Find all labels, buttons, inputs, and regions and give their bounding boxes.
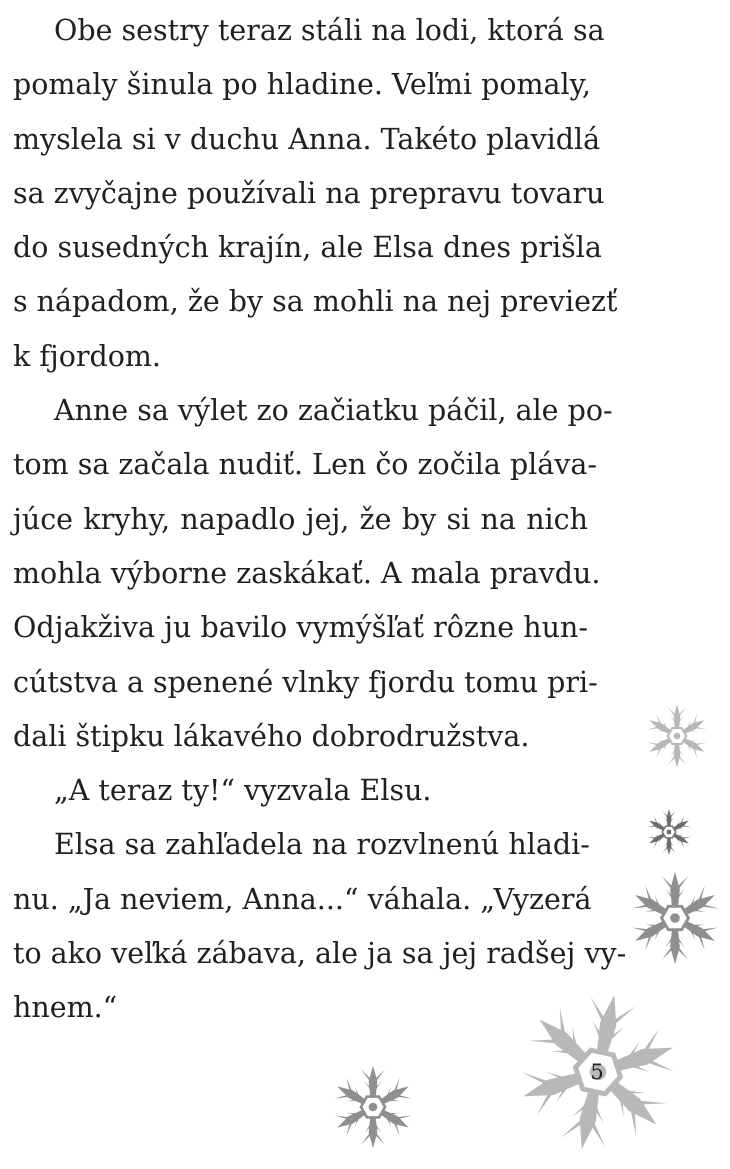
snowflake-icon — [644, 703, 710, 769]
text-line: hnem.“ — [13, 991, 118, 1025]
text-line: to ako veľká zábava, ale ja sa jej radšej vy- — [13, 937, 627, 971]
text-line: Elsa sa zahľadela na rozvlnenú hladi- — [54, 828, 590, 862]
text-line: júce kryhy, napadlo jej, že by si na nich — [13, 502, 588, 536]
text-line: dali štipku lákavého dobrodružstva. — [13, 719, 530, 753]
text-line: Obe sestry teraz stáli na lodi, ktorá sa — [54, 14, 605, 47]
text-line: Anne sa výlet zo začiatku páčil, ale po- — [54, 394, 613, 428]
page-number: 5 — [590, 1060, 604, 1084]
snowflake-icon — [645, 808, 693, 856]
text-line: „A teraz ty!“ vyzvala Elsu. — [54, 774, 432, 808]
text-line: myslela si v duchu Anna. Takéto plavidlá — [13, 122, 601, 156]
text-line: Odjakživa ju bavilo vymýšľať rôzne hun- — [13, 611, 588, 645]
text-line: pomaly šinula po hladine. Veľmi pomaly, — [13, 68, 591, 102]
text-line: nu. „Ja neviem, Anna...“ váhala. „Vyzerá — [13, 882, 592, 916]
text-line: do susedných krajín, ale Elsa dnes prišla — [13, 231, 602, 265]
snowflake-icon — [627, 870, 723, 966]
text-line: sa zvyčajne používali na prepravu tovaru — [13, 176, 605, 210]
text-line: k fjordom. — [13, 339, 161, 373]
body-text — [13, 4, 627, 1036]
text-line: s nápadom, že by sa mohli na nej previezť — [13, 285, 618, 319]
text-line: mohla výborne zaskákať. A mala pravdu. — [13, 556, 601, 590]
snowflake-icon — [330, 1064, 416, 1150]
text-line: tom sa začala nudiť. Len čo zočila pláva- — [13, 448, 598, 482]
text-line: cútstva a spenené vlnky fjordu tomu pri- — [13, 665, 598, 699]
